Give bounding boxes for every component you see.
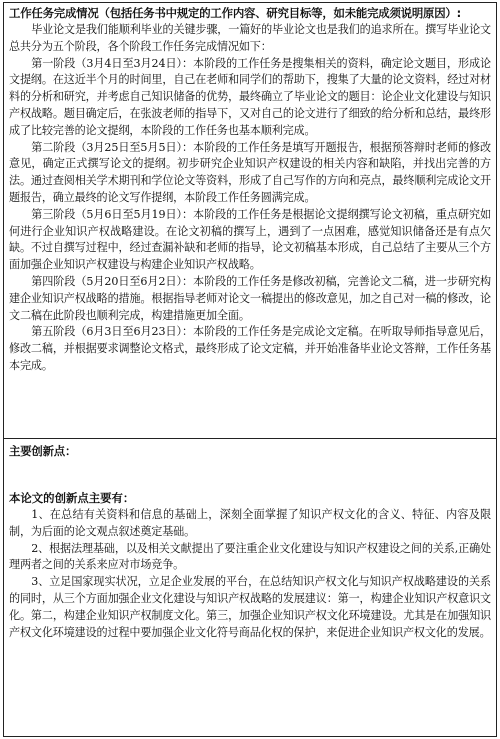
spacer [9,460,491,480]
intro-paragraph: 毕业论文是我们能顺利毕业的关键步骤，一篇好的毕业论文也是我们的追求所在。撰写毕业论文总共分为五个阶段，各个阶段工作任务完成情况如下： [9,23,491,53]
innovation-section [4,439,496,736]
stage-5-paragraph: 第五阶段（6月3日至6月23日）：本阶段的工作任务是完成论文定稿。在听取导师指导意见后，修改二稿，并根据要求调整论文格式，最终形成了论文定稿，并开始准备毕业论文答辩，工作任务基本完成。 [9,325,491,372]
innovation-point-2: 2、根据法理基础，以及相关文献提出了要注重企业文化建设与知识产权建设之间的关系,正确处理两者之间的关系来应对市场竞争。 [9,541,491,572]
innovation-point-1: 1、在总结有关资料和信息的基础上，深刻全面掌握了知识产权文化的含义、特征、内容及限制，为后面的论文观点叙述奠定基础。 [9,508,491,538]
task-completion-heading: 工作任务完成情况（包括任务书中规定的工作内容、研究目标等，如未能完成须说明原因）: [9,6,461,20]
stage-3-paragraph: 第三阶段（5月6日至5月19日）：本阶段的工作任务是根据论文提纲撰写论文初稿，重点研究如何进行企业知识产权战略建设。在论文初稿的撰写上，遇到了一点困难，感觉知识储备还是有点欠缺。不过自撰写过程中，经过查漏补缺和老师的指导，论文初稿基本形成，自己总结了主要从三个方面加强企业知识产权建设与构建企业知识产权战略。 [9,207,491,272]
stage-1-paragraph: 第一阶段（3月4日至3月24日）：本阶段的工作任务是搜集相关的资料，确定论文题目，形成论文提纲。在这近半个月的时间里，自己在老师和同学们的帮助下，搜集了大量的论文资料，经过对材料的分析和研究，并考虑自己知识储备的优势，最终确立了毕业论文的题目：论企业文化建设与知识产权战略。题目确定后，在张波老师的指导下，又对自己的论文进行了细致的给分析和总结，最终形成了比较完善的论文提纲，本阶段的工作任务也基本顺利完成。 [9,56,491,137]
stage-4-paragraph: 第四阶段（5月20日至6月2日）：本阶段的工作任务是修改初稿，完善论文二稿，进一步研究构建企业知识产权战略的措施。根据指导老师对论文一稿提出的修改意见，加之自己对一稿的修改，论文二稿在此阶段也顺利完成，构建措施更加全面。 [9,274,491,322]
stage-2-paragraph: 第二阶段（3月25日至5月5日）：本阶段的工作任务是填写开题报告，根据预答辩时老师的修改意见，确定正式撰写论文的提纲。初步研究企业知识产权建设的相关内容和缺陷，并找出完善的方法。通过查阅相关学术期刊和学位论文等资料，形成了自己写作的方向和亮点，最终顺利完成论文开题报告，确立最终的论文写作提纲，本阶段工作任务圆满完成。 [9,140,491,204]
task-completion-section [4,3,496,439]
innovation-point-3: 3、立足国家现实状况，立足企业发展的平台，在总结知识产权文化与知识产权战略建设的关系的同时，从三个方面加强企业文化建设与知识产权战略的发展建议：第一，构建企业知识产权意识文化。第二，构建企业知识产权制度文化。第三，加强企业知识产权文化环境建设。尤其是在加强知识产权文化环境建设的过程中要加强企业文化符号商品化权的保护，来促进企业知识产权文化的发展。 [9,575,491,639]
innovation-heading: 主要创新点： [9,444,77,458]
form-table [3,2,497,737]
innovation-subheading: 本论文的创新点主要有： [9,491,135,505]
